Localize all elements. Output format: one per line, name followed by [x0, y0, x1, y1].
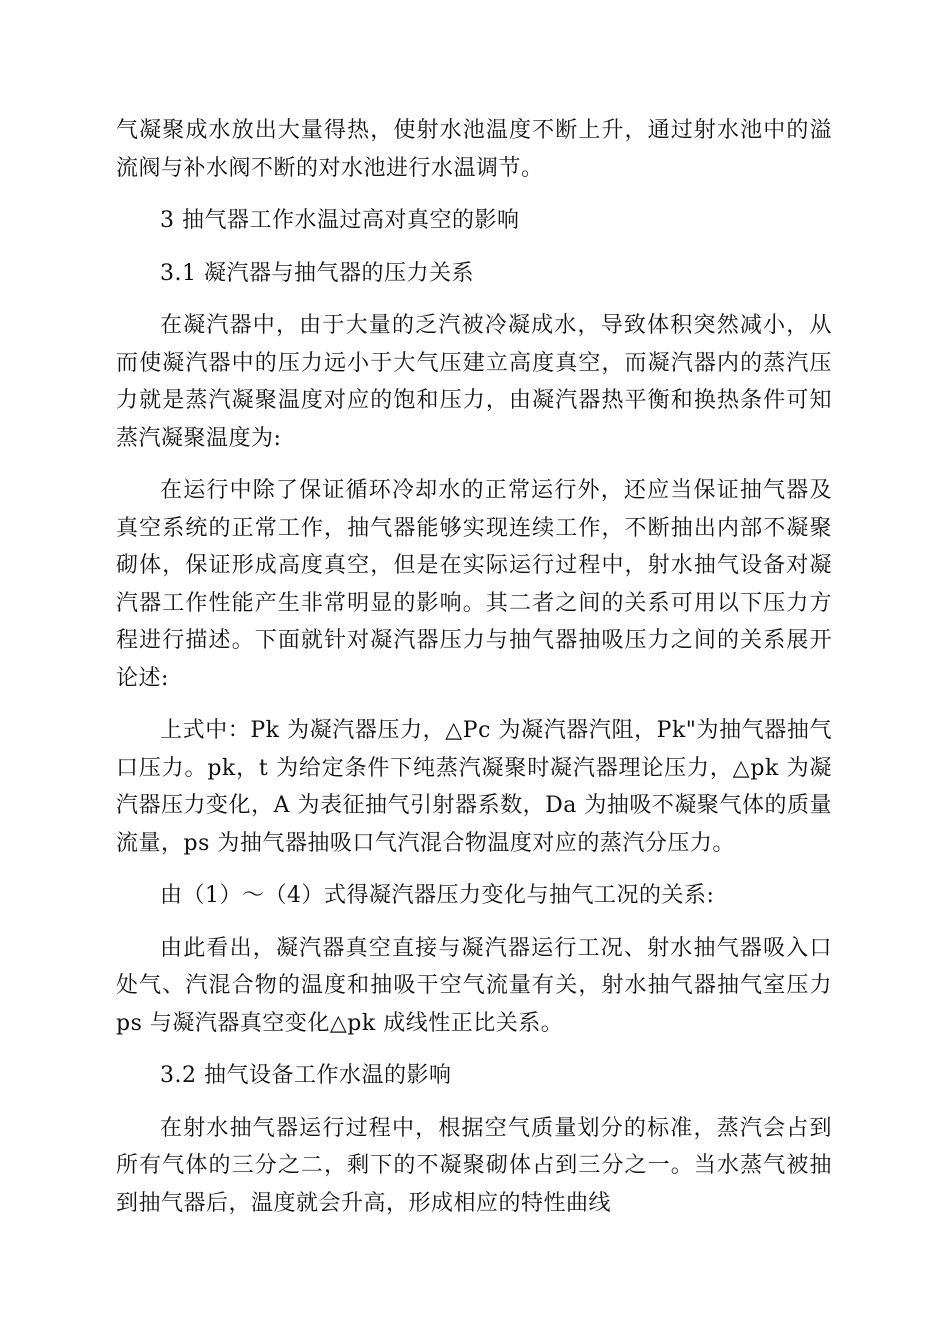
section-heading-3: 3 抽气器工作水温过高对真空的影响: [160, 208, 520, 233]
paragraph-formula-variables: 上式中：Pk 为凝汽器压力，△Pc 为凝汽器汽阻，Pk"为抽气器抽气口压力。pk，t 为给定条件下纯蒸汽凝聚时凝汽器理论压力，△pk 为凝汽器压力变化，A 为表征抽气引射器系数，Da 为抽吸不凝聚气体的质量流量，ps 为抽气器抽吸口气汽混合物温度对应的蒸汽分压力。: [116, 718, 832, 856]
paragraph-condenser-pressure: 在凝汽器中，由于大量的乏汽被冷凝成水，导致体积突然减小，从而使凝汽器中的压力远小于大气压建立高度真空，而凝汽器内的蒸汽压力就是蒸汽凝聚温度对应的饱和压力，由凝汽器热平衡和换热条件可知蒸汽凝聚温度为:: [116, 313, 832, 451]
paragraph-relation-derivation: 由（1）～（4）式得凝汽器压力变化与抽气工况的关系:: [160, 883, 715, 908]
paragraph-conclusion: 由此看出，凝汽器真空直接与凝汽器运行工况、射水抽气器吸入口处气、汽混合物的温度和抽吸干空气流量有关，射水抽气器抽气室压力 ps 与凝汽器真空变化△pk 成线性正比关系。: [116, 935, 832, 1036]
document-page: [116, 112, 832, 1237]
paragraph-water-temperature-effect: 在射水抽气器运行过程中，根据空气质量划分的标准，蒸汽会占到所有气体的三分之二，剩下的不凝聚砌体占到三分之一。当水蒸气被抽到抽气器后，温度就会升高，形成相应的特性曲线: [116, 1115, 832, 1216]
subsection-heading-3-2: 3.2 抽气设备工作水温的影响: [160, 1063, 452, 1088]
paragraph-continuation: 气凝聚成水放出大量得热，使射水池温度不断上升，通过射水池中的溢流阀与补水阀不断的对水池进行水温调节。: [116, 118, 832, 181]
subsection-heading-3-1: 3.1 凝汽器与抽气器的压力关系: [160, 260, 474, 286]
paragraph-air-extractor-operation: 在运行中除了保证循环冷却水的正常运行外，还应当保证抽气器及真空系统的正常工作，抽气器能够实现连续工作，不断抽出内部不凝聚砌体，保证形成高度真空，但是在实际运行过程中，射水抽气设备对凝汽器工作性能产生非常明显的影响。其二者之间的关系可用以下压力方程进行描述。下面就针对凝汽器压力与抽气器抽吸压力之间的关系展开论述:: [116, 478, 832, 691]
